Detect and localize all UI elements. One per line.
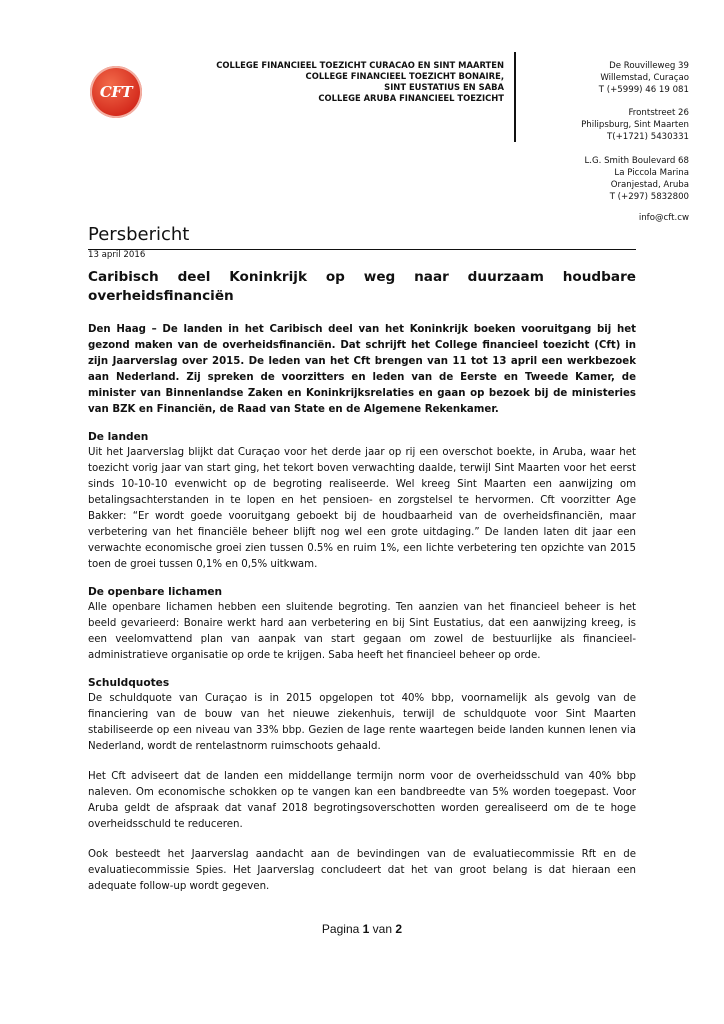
address-line: Philipsburg, Sint Maarten [581,120,689,130]
document-body [88,322,636,895]
address-line: De Rouvilleweg 39 [609,61,689,71]
organization-names [150,60,504,104]
of-word: van [372,922,393,936]
section-heading-schuldquotes: Schuldquotes [88,677,170,689]
email-address: info@cft.cw [638,213,689,223]
body-paragraph: Het Cft adviseert dat de landen een middellange termijn norm voor de overheidsschuld van 40% bbp naleven. Om economische schokken op te vangen kan een bandbreedte van 5% worden toegepast. Voor Aruba geldt de afspraak dat vanaf 2018 begrotingsoverschotten worden gerealiseerd om de te hoge overheidsschuld te reduceren. [88,771,636,830]
body-paragraph: Alle openbare lichamen hebben een sluitende begroting. Ten aanzien van het financieel beheer is het beeld gevarieerd: Bonaire werkt hard aan verbetering en bij Sint Eustatius, dat een aanwijzing kreeg, is een veelomvattend plan van aanpak van start gegaan om zowel de bestuurlijke als financieel-administratieve organisatie op orde te krijgen. Saba heeft het financieel beheer op orde. [88,602,636,661]
document-date: 13 april 2016 [88,249,636,261]
address-line: Frontstreet 26 [628,108,689,118]
press-headline: Caribisch deel Koninkrijk op weg naar duurzaam houdbare overheidsfinanciën [88,269,636,304]
address-aruba [489,155,689,203]
address-line: Oranjestad, Aruba [610,180,689,190]
org-line: SINT EUSTATIUS EN SABA [384,82,504,92]
page-word: Pagina [321,922,360,936]
page-footer [0,922,724,936]
body-paragraph: Uit het Jaarverslag blijkt dat Curaçao voor het derde jaar op rij een overschot boekte, in Aruba, waar het toezicht vorig jaar van start ging, het tekort boven verwachting daalde, terwijl Sint Maarten voor het eerst sinds 10-10-10 evenwicht op de begroting realiseerde. Wel kreeg Sint Maarten een aanwijzing om betalingsachterstanden in te lopen en het pensioen- en zorgstelsel te hervormen. Cft voorzitter Age Bakker: “Er wordt goede vooruitgang geboekt bij de houdbaarheid van de overheidsfinanciën, maar verbetering van het financiële beheer blijft nog wel een grote uitdaging.” De landen laten dit jaar een verwachte economische groei zien tussen 0.5% en ruim 1%, een lichte verbetering ten opzichte van 2015 toen de groei tussen 0,1% en 0,5% uitkwam. [88,447,636,570]
address-line: T(+1721) 5430331 [606,132,689,142]
address-line: Willemstad, Curaçao [600,73,689,83]
lead-paragraph: Den Haag – De landen in het Caribisch deel van het Koninkrijk boeken vooruitgang bij het gezond maken van de overheidsfinanciën. Dat schrijft het College financieel toezicht (Cft) in zijn Jaarverslag over 2015. De leden van het Cft brengen van 11 tot 13 april een werkbezoek aan Nederland. Zij spreken de voorzitters en leden van de Eerste en Tweede Kamer, de minister van Binnenlandse Zaken en Koninkrijksrelaties en gaan op bezoek bij de ministeries van BZK en Financiën, de Raad van State en de Algemene Rekenkamer. [88,324,636,415]
page-current: 1 [362,922,370,936]
org-line: COLLEGE ARUBA FINANCIEEL TOEZICHT [318,93,504,103]
cft-logo [90,66,142,118]
page-total: 2 [395,922,403,936]
address-curacao [489,60,689,96]
body-paragraph: De schuldquote van Curaçao is in 2015 opgelopen tot 40% bbp, voornamelijk als gevolg van de financiering van de bouw van het nieuwe ziekenhuis, terwijl de schuldquote voor Sint Maarten stabiliseerde op een niveau van 33% bbp. Gezien de lage rente waartegen beide landen kunnen lenen via Nederland, wordt de rentelastnorm ruimschoots gehaald. [88,693,636,752]
address-line: T (+297) 5832800 [609,192,689,202]
address-line: L.G. Smith Boulevard 68 [584,156,689,166]
section-heading-landen: De landen [88,431,149,443]
section-heading-openbare-lichamen: De openbare lichamen [88,586,223,598]
body-paragraph: Ook besteedt het Jaarverslag aandacht aan de bevindingen van de evaluatiecommissie Rft en de evaluatiecommissie Spies. Het Jaarverslag concludeert dat het van groot belang is dat hieraan een adequate follow-up wordt gegeven. [88,849,636,892]
document-title: Persbericht [88,224,190,245]
address-line: La Piccola Marina [614,168,689,178]
org-line: COLLEGE FINANCIEEL TOEZICHT CURACAO EN SINT MAARTEN [216,60,504,70]
cft-logo-text: CFT [99,83,133,101]
address-sint-maarten [489,107,689,143]
org-line: COLLEGE FINANCIEEL TOEZICHT BONAIRE, [305,71,504,81]
address-line: T (+5999) 46 19 081 [598,85,689,95]
